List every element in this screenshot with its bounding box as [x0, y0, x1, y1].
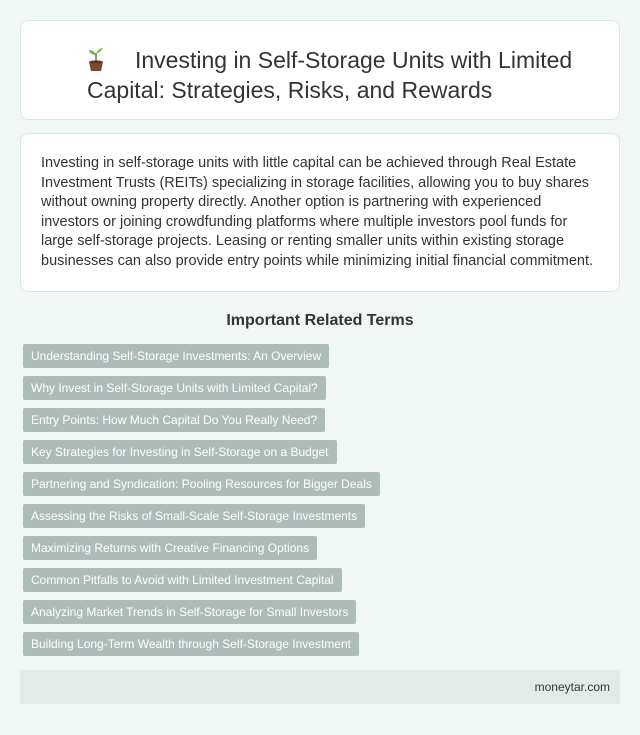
related-term-link[interactable]: Key Strategies for Investing in Self-Storage on a Budget — [23, 440, 337, 464]
footer — [20, 670, 620, 704]
title-row — [87, 45, 607, 105]
page-title: Investing in Self-Storage Units with Limited Capital: Strategies, Risks, and Rewards — [87, 47, 573, 103]
related-term-link[interactable]: Entry Points: How Much Capital Do You Really Need? — [23, 408, 325, 432]
related-term-link[interactable]: Analyzing Market Trends in Self-Storage for Small Investors — [23, 600, 356, 624]
title-card — [20, 20, 620, 120]
related-terms-list — [23, 344, 613, 664]
related-term-link[interactable]: Assessing the Risks of Small-Scale Self-Storage Investments — [23, 504, 365, 528]
site-name[interactable]: moneytar.com — [534, 680, 610, 694]
related-term-link[interactable]: Partnering and Syndication: Pooling Resources for Bigger Deals — [23, 472, 380, 496]
related-term-link[interactable]: Common Pitfalls to Avoid with Limited Investment Capital — [23, 568, 342, 592]
related-term-link[interactable]: Understanding Self-Storage Investments: An Overview — [23, 344, 329, 368]
sprout-icon — [83, 47, 109, 73]
related-term-link[interactable]: Building Long-Term Wealth through Self-Storage Investment — [23, 632, 359, 656]
intro-paragraph: Investing in self-storage units with little capital can be achieved through Real Estate Investment Trusts (REITs) specializing in storage facilities, allowing you to buy shares without owning property directly. Another option is partnering with experienced investors or joining crowdfunding platforms where multiple investors pool funds for large self-storage projects. Leasing or renting smaller units within existing storage businesses can also provide entry points while minimizing initial financial commitment. — [41, 155, 594, 269]
intro-card — [20, 133, 620, 292]
related-term-link[interactable]: Why Invest in Self-Storage Units with Limited Capital? — [23, 376, 326, 400]
related-terms-heading: Important Related Terms — [226, 312, 414, 329]
related-term-link[interactable]: Maximizing Returns with Creative Financing Options — [23, 536, 317, 560]
